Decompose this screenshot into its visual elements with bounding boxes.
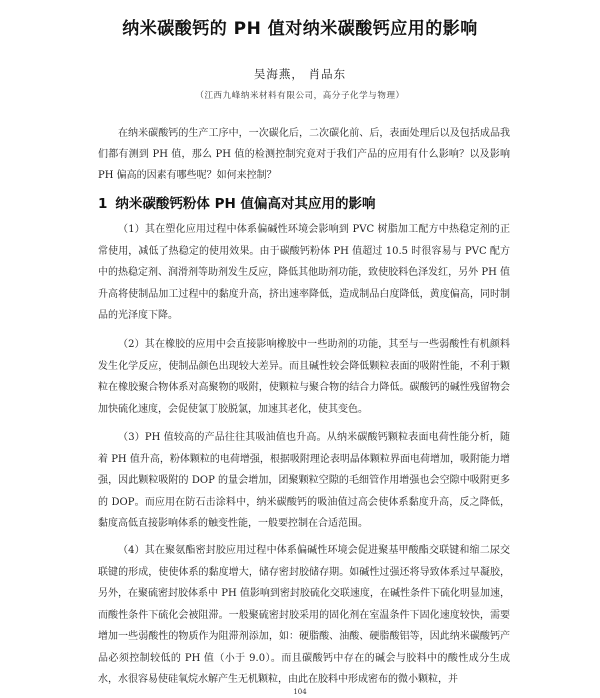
body-paragraph: （4）其在聚氨酯密封胶应用过程中体系偏碱性环境会促进聚基甲酸酯交联键和缩二尿交联键的形成，使使体系的黏度增大，储存密封胶储存期。如碱性过强还将导致体系过早凝胶，另外，在聚硫密封胶体系中 PH 值影响到密封胶硫化交联速度，在碱性条件下硫化明显加速，而酸性条件下硫化会被阻滞。一般聚硫密封胶采用的固化剂在室温条件下固化速度较快，需要增加一些弱酸性的物质作为阻滞剂添加，如：硬脂酸、油酸、硬脂酸铝等，因此纳米碳酸钙产品必须控制较低的 PH 值（小于 9.0）。而且碳酸钙中存在的碱会与胶料中的酸性成分生成水，水很容易使硅氧烷水解产生无机颗粒，由此在胶料中形成密布的微小颗粒，并 xyxy=(98,545,510,685)
paper-title: 纳米碳酸钙的 PH 值对纳米碳酸钙应用的影响 xyxy=(122,19,478,39)
authors-line: 吴海燕， 肖品东 xyxy=(253,67,347,81)
section-heading-text: 纳米碳酸钙粉体 PH 值偏高对其应用的影响 xyxy=(115,196,376,212)
body-paragraph: （3）PH 值较高的产品往往其吸油值也升高。从纳米碳酸钙颗粒表面电荷性能分析，随着 PH 值升高，粉体颗粒的电荷增强，根据吸附理论表明晶体颗粒界面电荷增加，吸附能力增强，因此颗粒吸附的 DOP 的量会增加，团聚颗粒空隙的毛细管作用增强也会空隙中吸附更多的 DOP。而应用在防石击涂料中，纳米碳酸钙的吸油值过高会使体系黏度升高，反之降低，黏度高低直接影响体系的触变性能，一般要控制在合适范围。 xyxy=(98,432,510,529)
page-number: 104 xyxy=(293,688,307,696)
body-paragraph: （1）其在塑化应用过程中体系偏碱性环境会影响到 PVC 树脂加工配方中热稳定剂的正常使用，减低了热稳定的使用效果。由于碳酸钙粉体 PH 值超过 10.5 时很容易与 PVC 配方中的热稳定剂、润滑剂等助剂发生反应，降低其他助剂功能，致使胶料色泽发红，另外 PH 值升高将使制品加工过程中的黏度升高，挤出速率降低，造成制品白度降低，黄度偏高，同时制品的光泽度下降。 xyxy=(98,224,510,321)
body-paragraph: （2）其在橡胶的应用中会直接影响橡胶中一些助剂的功能，其至与一些弱酸性有机颜料发生化学反应，使制品颜色出现较大差异。而且碱性较会降低颗粒表面的吸附性能，不利于颗粒在橡胶聚合物体系对高聚物的吸附，使颗粒与聚合物的结合力降低。碳酸钙的碱性残留物会加快硫化速度，会促使氯丁胶脱氯，加速其老化，使其变色。 xyxy=(98,339,510,415)
intro-paragraph: 在纳米碳酸钙的生产工序中，一次碳化后，二次碳化前、后，表面处理后以及包括成品我们都有测到 PH 值，那么 PH 值的检测控制究竟对于我们产品的应用有什么影响？以及影响 PH 偏高的因素有哪些呢？如何来控制？ xyxy=(98,128,510,181)
section-heading xyxy=(98,192,518,212)
section-number: 1 xyxy=(98,196,108,212)
affiliation-line: （江西九峰纳米材料有限公司，高分子化学与物理） xyxy=(195,91,405,101)
